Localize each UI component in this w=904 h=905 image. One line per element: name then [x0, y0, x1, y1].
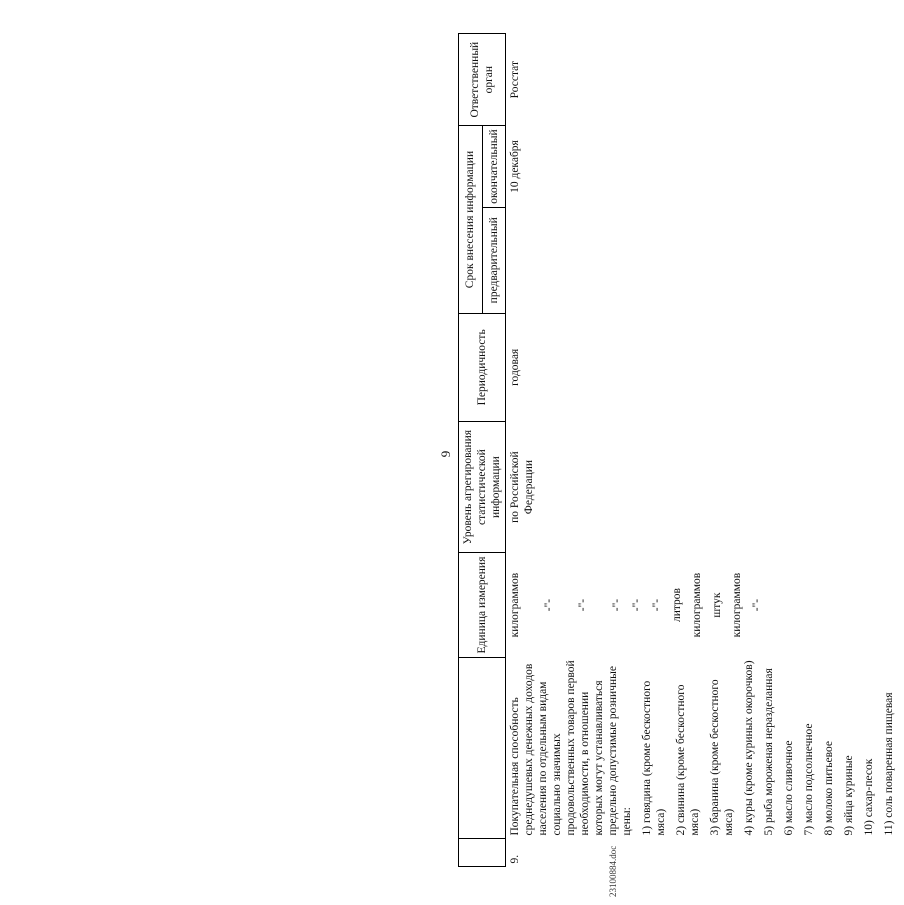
item-unit-list — [508, 556, 764, 654]
row-title-cell — [506, 657, 904, 838]
list-item: 9) яйца куриные — [843, 755, 855, 836]
row-unit-cell — [506, 553, 904, 657]
row-period: годовая — [509, 348, 521, 386]
header-unit: Единица измерения — [459, 553, 506, 657]
header-indicator — [459, 657, 506, 838]
row-level: по Российской Федерации — [509, 451, 535, 523]
list-item-unit: -"- — [751, 598, 763, 612]
list-item-unit: -"- — [543, 598, 555, 612]
rotated-document-sheet — [40, 33, 895, 897]
list-item-unit: -"- — [651, 598, 663, 612]
row-number: 9. — [509, 854, 521, 864]
list-item: 10) сахар-песок — [863, 758, 875, 836]
list-item-unit: килограммов — [509, 572, 521, 638]
row-org: Росстат — [509, 60, 521, 99]
document-footer: 23100884.doc — [608, 845, 618, 897]
statistics-table — [458, 33, 904, 867]
item-name-list — [640, 660, 896, 835]
row-final: 10 декабря — [509, 140, 521, 193]
header-period: Периодичность — [459, 313, 506, 421]
list-item: 2) свинина (кроме бескостного мяса) — [675, 684, 701, 836]
list-item: 3) баранина (кроме бескостного мяса) — [709, 679, 735, 836]
list-item-unit: -"- — [577, 598, 589, 612]
list-item: 11) соль поваренная пищевая — [883, 692, 895, 836]
header-level: Уровень агрегирования статистической информации — [459, 421, 506, 552]
header-deadline: Срок внесения информации — [459, 126, 483, 313]
list-item: 5) рыба мороженая неразделанная — [763, 668, 775, 836]
list-item-unit: литров — [671, 588, 683, 623]
list-item-unit: -"- — [631, 598, 643, 612]
list-item: 7) масло подсолнечное — [803, 723, 815, 836]
header-final: окончательный — [482, 126, 506, 207]
list-item-unit: килограммов — [731, 572, 743, 638]
page-number: 9 — [438, 450, 453, 458]
list-item-unit: -"- — [611, 598, 623, 612]
list-item: 4) куры (кроме куриных окорочков) — [743, 660, 755, 836]
header-preliminary: предварительный — [482, 207, 506, 313]
list-item: 1) говядина (кроме бескостного мяса) — [641, 680, 667, 836]
header-number — [459, 839, 506, 867]
row-title: Покупательная способность среднедушевых денежных доходов населения по отдельным видам социально значимых продовольственных товаров первой необходимости, в отношении которых могут устанавливаться предельно допустимые розничные цены: — [509, 660, 633, 836]
header-org: Ответственный орган — [459, 34, 506, 126]
list-item: 6) масло сливочное — [783, 740, 795, 836]
list-item-unit: штук — [711, 592, 723, 618]
table-row — [506, 34, 904, 867]
row-preliminary — [506, 207, 904, 313]
list-item: 8) молоко питьевое — [823, 741, 835, 836]
list-item-unit: килограммов — [691, 572, 703, 638]
